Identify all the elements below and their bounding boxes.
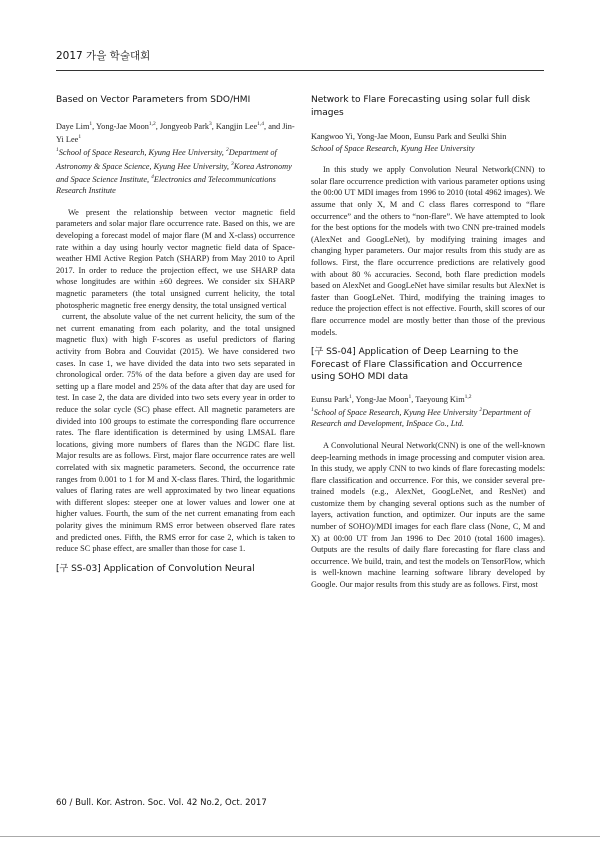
author-name: Yong-Jae Moon (96, 121, 149, 131)
left-abstract-paragraph-2: current, the absolute value of the net current helicity, the sum of the net current emanating from each polarity, and the total unsigned magnetic flux) with high F-scores as useful predictors of flaring activity from Bobra and Couvidat (2015). We have considered two cases. In case 1, we have divided the data into two sets separated in chronological order. 75% of the data before a given day are used for setting up a flare model and 25% of the data after that day are used for test. In case 2, the data are divided into two sets every year in order to reduce the solar cycle (SC) phase effect. All magnetic parameters are divided into 100 groups to estimate the corresponding flare occurrence rates. The flare identification is determined by using LMSAL flare locations, giving more numbers of flares than the NGDC flare list. Major results are as follows. First, major flare occurrence rates are well correlated with six magnetic parameters. Second, the occurrence rate ranges from 0.001 to 1 for M and X-class flares. Third, the logarithmic values of flaring rates are well approximated by two linear equations with different slopes: steeper one at lower values and lower one at higher values. Fourth, the sum of the net current emanating from each polarity gives the minimum RMS error between observed flare rates and predicted ones. Fifth, the RMS error for case 2, which is taken to reduce SC phase effect, are smaller than those for case 1. (56, 312, 295, 554)
author-name: Eunsu Park (311, 394, 350, 404)
author-affiliation-mark: 3 (209, 120, 212, 127)
author-affiliation-mark: 1,2 (148, 120, 156, 127)
affiliation-name: Department of Astronomy & Space Science, Kyung Hee University, (56, 147, 277, 171)
affiliation-mark: 2 (479, 406, 483, 413)
left-column (56, 94, 295, 583)
author-name: Jongyeob Park (159, 121, 210, 131)
right-abstract-title: Network to Flare Forecasting using solar full disk images (311, 95, 531, 118)
affiliation-mark: 2 (225, 147, 229, 154)
ss04-author-list (311, 392, 545, 405)
author-affiliation-mark: 1 (349, 393, 352, 400)
ss04-abstract-paragraph: A Convolutional Neural Network(CNN) is one of the well-known deep-learning methods in image processing and computer vision area. In this study, we apply CNN to two kinds of flare forecasting models: flare classification and occurrence. For this, we consider several pre-trained models (e.g., AlexNet, GoogLeNet, and ResNet) and customize them by changing several options such as the number of layers, activation function, and optimizer. Our inputs are the same number of SOHO)/MDI images for each flare class (None, C, M and X) at 00:00 UT from Jan 1996 to Dec 2010 (total 1600 images). Outputs are the results of daily flare forecasting for flare class and occurrence. We build, train, and test the models on TensorFlow, which is well-known machine learning software library developed by Google. Our major results from this study are as follows. First, most (311, 440, 545, 590)
affiliation-mark: 1 (56, 147, 59, 154)
right-column (311, 94, 545, 591)
author-separator: , (351, 394, 356, 404)
author-affiliation-mark: 1 (78, 133, 82, 140)
author-separator: , and (264, 121, 283, 131)
left-abstract-paragraph-1: We present the relationship between vector magnetic field parameters and solar major flare occurrence rate. Based on this, we are developing a forecast model of major flare (M and X-class) occurrence rate within a day using hourly vector magnetic field data of Space-weather HMI Active Region Patch (SHARP) from May 2010 to April 2017. In order to reduce the projection effect, we use SHARP data whose longitudes are within ±60 degrees. We consider six SHARP magnetic parameters (the total unsigned current helicity, the total photospheric magnetic free energy density, the total unsigned vertical (56, 207, 295, 310)
author-separator: , (92, 121, 97, 131)
affiliation-name: Korea Astronomy and Space Science Institute, (56, 161, 292, 184)
left-next-section-heading: [구 SS-03] Application of Convolution Neural (56, 563, 255, 574)
author-name: Taeyoung Kim (415, 394, 465, 404)
ss04-section-heading: [구 SS-04] Application of Deep Learning to the Forecast of Flare Classification and Occurrence using SOHO MDI data (311, 347, 523, 383)
affiliation-name: Electronics and Telecommunications Research Institute (56, 174, 276, 196)
author-separator: , (155, 121, 160, 131)
author-separator: , (411, 394, 416, 404)
header-rule (56, 70, 544, 71)
author-name: Kangjin Lee (215, 121, 258, 131)
page-footer: 60 / Bull. Kor. Astron. Soc. Vol. 42 No.2, Oct. 2017 (56, 798, 267, 808)
affiliation-text (311, 405, 545, 430)
author-separator: , (211, 121, 216, 131)
author-affiliation-mark: 1 (408, 393, 412, 400)
left-abstract-title: Based on Vector Parameters from SDO/HMI (56, 95, 251, 105)
right-affiliation: School of Space Research, Kyung Hee University (311, 143, 475, 153)
affiliation-text (56, 145, 295, 197)
author-name: Daye Lim (56, 121, 90, 131)
affiliation-name: School of Space Research, Kyung Hee University, (58, 147, 226, 157)
right-author-list: Kangwoo Yi, Yong-Jae Moon, Eunsu Park and Seulki Shin (311, 132, 507, 141)
ss04-affiliation-list (311, 405, 545, 430)
affiliation-mark: 4 (151, 173, 154, 180)
author-affiliation-mark: 1,4 (257, 120, 265, 127)
author-name: Jin-Yi Lee (56, 121, 295, 144)
author-affiliation-mark: 1,2 (464, 393, 472, 400)
left-affiliation-list (56, 145, 295, 197)
affiliation-mark: 1 (311, 406, 314, 413)
right-abstract-paragraph-1: In this study we apply Convolution Neural Network(CNN) to solar flare occurrence prediction with various parameter options using the 00:00 UT MDI images from 1996 to 2010 (total 4962 images). We assume that only X, M and C class flares correspond to “flare occurrence” and the others to “non-flare”. We have attempted to look for the best options for the models with two CNN pre-trained models (AlexNet and GoogLeNet), by modifying training images and changing hyper parameters. Our major results from this study are as follows. First, the flare occurrence predictions are relatively good with about 80 % accuracies. Second, both flare prediction models based on AlexNet and GoogLeNet have similar results but AlexNet is faster than GoogLeNet. Third, modifying the training images to reduce the projection effect is not effective. Fourth, skill scores of our flare occurrence model are mostly better than those of the previous models. (311, 165, 545, 337)
affiliation-name: School of Space Research, Kyung Hee University (313, 407, 480, 417)
affiliation-name: Department of Research and Development, InSpace Co., Ltd. (311, 407, 531, 429)
left-author-list (56, 119, 295, 146)
affiliation-mark: 3 (231, 160, 234, 167)
bottom-rule (0, 836, 600, 837)
author-affiliation-mark: 1 (89, 120, 93, 127)
running-header: 2017 가을 학술대회 (56, 50, 151, 62)
author-name: Yong-Jae Moon (355, 394, 409, 404)
